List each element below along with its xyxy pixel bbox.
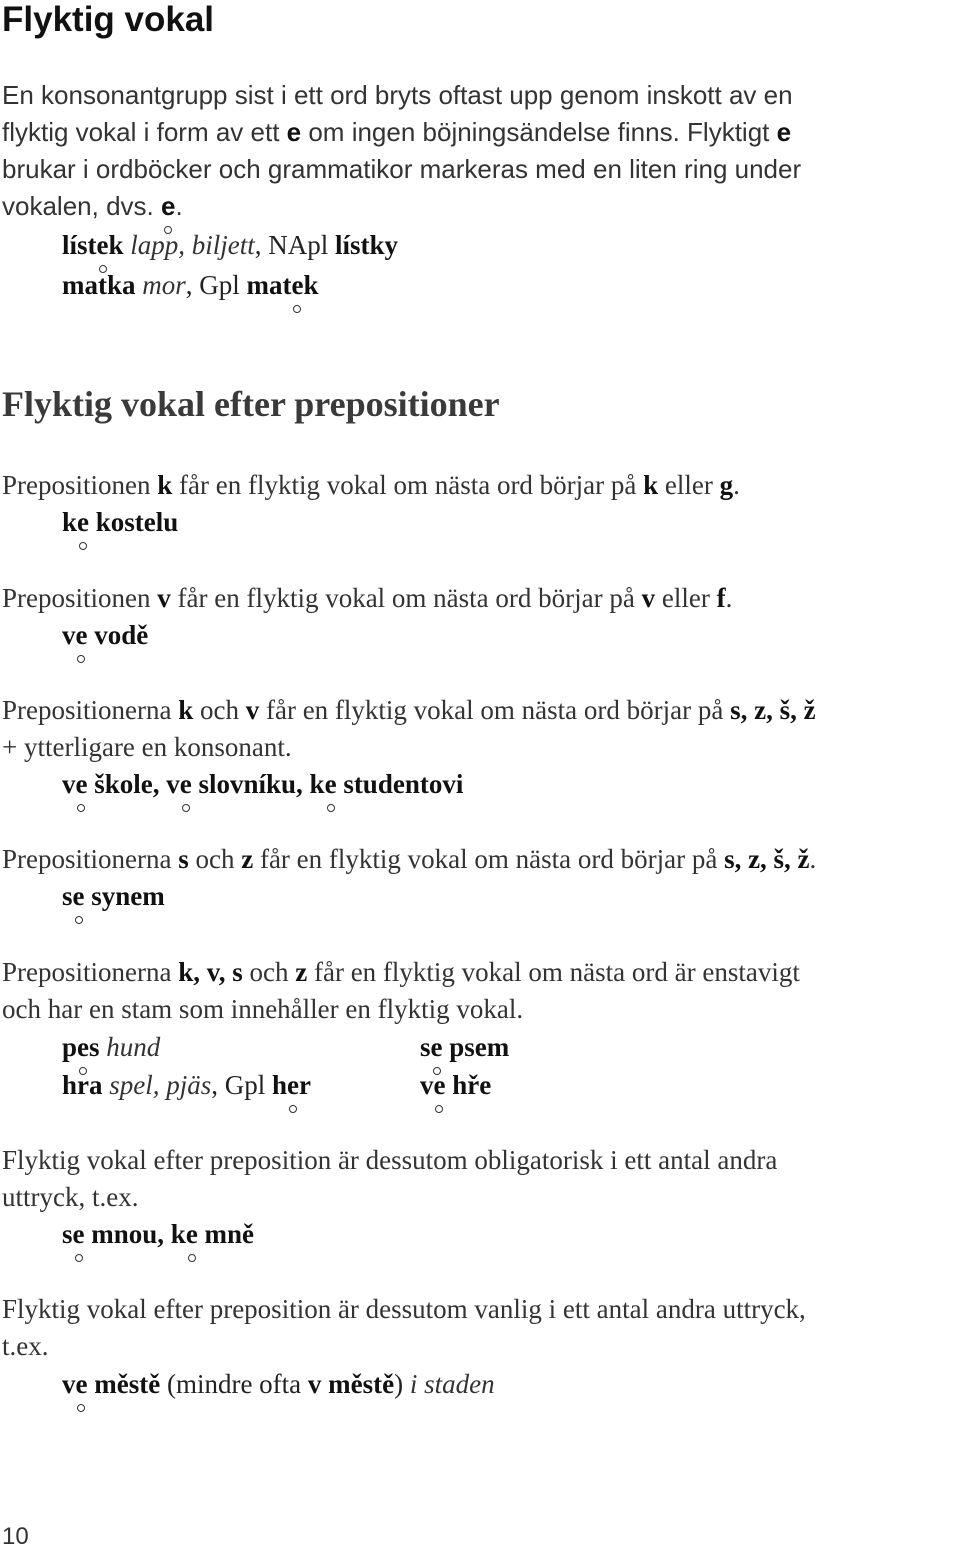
rule-7-line-2: t.ex. — [2, 1331, 49, 1361]
text: Prepositionerna — [2, 957, 179, 987]
text: (mindre ofta — [160, 1369, 308, 1399]
letter: z — [241, 844, 254, 874]
ringed-e: e — [77, 1029, 89, 1066]
ringed-e: e — [97, 227, 109, 264]
word: k — [62, 507, 78, 537]
text: . — [809, 844, 817, 874]
ringed-e: e — [431, 1029, 443, 1066]
intro-line-1 — [2, 77, 793, 114]
word: mnou, — [84, 1219, 171, 1249]
word: p — [62, 1032, 78, 1062]
text: Prepositionen — [2, 470, 158, 500]
word: s — [62, 1219, 73, 1249]
text: , NApl — [254, 230, 336, 260]
text: Prepositionerna — [2, 844, 179, 874]
text: . — [175, 191, 183, 221]
intro-line-3 — [2, 151, 801, 188]
intro-line-2 — [2, 114, 791, 151]
word: k — [309, 769, 325, 799]
text: , Gpl — [211, 1070, 273, 1100]
example-listek — [62, 227, 398, 264]
intro-line-4 — [2, 188, 183, 225]
text: vokalen, dvs. — [2, 191, 161, 221]
rule-5-example-pes — [62, 1029, 160, 1066]
word: k — [303, 270, 319, 300]
word: psem — [442, 1032, 510, 1062]
word: vodě — [87, 620, 149, 650]
text: flyktig vokal i form av ett — [2, 117, 287, 147]
word: studentovi — [336, 769, 464, 799]
letters: s, z, š, ž — [730, 695, 816, 725]
word: městě — [321, 1369, 395, 1399]
letter: g — [719, 470, 734, 500]
text: om ingen böjningsändelse finns. Flyktigt — [301, 117, 777, 147]
rule-4 — [2, 841, 816, 878]
rule-1 — [2, 467, 740, 504]
word: líst — [62, 230, 97, 260]
gloss: hund — [106, 1032, 161, 1062]
ringed-e: e — [434, 1067, 446, 1104]
text: eller — [655, 583, 717, 613]
word: h — [272, 1070, 288, 1100]
text: får en flyktig vokal om nästa ord börjar på — [172, 470, 644, 500]
ringed-e: e — [76, 617, 88, 654]
word: v — [307, 1369, 322, 1399]
text: Prepositionen — [2, 583, 158, 613]
word: lístky — [335, 230, 399, 260]
text: och — [242, 957, 296, 987]
bold-e: e — [286, 117, 302, 147]
text: och — [188, 844, 242, 874]
word: mně — [197, 1219, 255, 1249]
word: synem — [84, 881, 165, 911]
rule-6-example — [62, 1216, 254, 1253]
ringed-e: e — [325, 766, 337, 803]
word: hře — [445, 1070, 492, 1100]
text: eller — [658, 470, 720, 500]
word: slovníku, — [191, 769, 310, 799]
rule-3-example — [62, 766, 463, 803]
word: v — [166, 769, 180, 799]
word: městě — [87, 1369, 161, 1399]
ringed-e: e — [76, 766, 88, 803]
gloss: lapp, biljett — [130, 230, 255, 260]
rule-2-example — [62, 617, 148, 654]
page-title: Flyktig vokal — [2, 0, 215, 39]
gloss: spel, pjäs — [109, 1070, 212, 1100]
letter: k — [643, 470, 659, 500]
text: En konsonantgrupp sist i ett ord bryts oftast upp genom inskott av en — [2, 80, 793, 110]
ringed-e: e — [292, 267, 304, 304]
word: kostelu — [89, 507, 179, 537]
letter: k — [157, 470, 173, 500]
ringed-e: e — [161, 188, 175, 225]
rule-5-line-2: och har en stam som innehåller en flyktig vokal. — [2, 994, 524, 1024]
word: mat — [246, 270, 292, 300]
word: k — [170, 1219, 186, 1249]
rule-5-example-hra — [62, 1067, 311, 1104]
rule-3 — [2, 692, 816, 729]
ringed-e: e — [73, 878, 85, 915]
text: får en flyktig vokal om nästa ord är enstavigt — [307, 957, 800, 987]
letters: k, v, s — [178, 957, 243, 987]
ringed-e: e — [186, 1216, 198, 1253]
letter: k — [178, 695, 194, 725]
ringed-e: e — [73, 1216, 85, 1253]
text: ) — [394, 1369, 410, 1399]
word: škole, — [87, 769, 167, 799]
rule-6: Flyktig vokal efter preposition är dessutom obligatorisk i ett antal andra — [2, 1145, 778, 1175]
letter: z — [295, 957, 308, 987]
text: . — [733, 470, 740, 500]
rule-5-example-se — [420, 1029, 509, 1066]
rule-6-line-2: uttryck, t.ex. — [2, 1182, 139, 1212]
letters: s, z, š, ž — [724, 844, 810, 874]
ringed-e: e — [287, 1067, 299, 1104]
gloss: i staden — [409, 1369, 495, 1399]
rule-1-example — [62, 504, 178, 541]
example-matka — [62, 267, 319, 304]
rule-3-line-2: + ytterligare en konsonant. — [2, 732, 292, 762]
rule-7: Flyktig vokal efter preposition är dessutom vanlig i ett antal andra uttryck, — [2, 1294, 806, 1324]
text: får en flyktig vokal om nästa ord börjar på — [253, 844, 725, 874]
text: , Gpl — [185, 270, 247, 300]
rule-4-example — [62, 878, 165, 915]
ringed-e: e — [180, 766, 192, 803]
letter: v — [157, 583, 171, 613]
word: v — [420, 1070, 434, 1100]
text: . — [725, 583, 733, 613]
letter: f — [716, 583, 726, 613]
text: och — [193, 695, 246, 725]
rule-5-example-ve — [420, 1067, 491, 1104]
word: hra — [62, 1070, 103, 1100]
word: s — [89, 1032, 100, 1062]
word: s — [420, 1032, 431, 1062]
text: får en flyktig vokal om nästa ord börjar på — [259, 695, 731, 725]
word: k — [108, 230, 124, 260]
rule-5 — [2, 954, 800, 991]
text: brukar i ordböcker och grammatikor markeras med en liten ring under — [2, 154, 802, 184]
text: Prepositionerna — [2, 695, 179, 725]
text: får en flyktig vokal om nästa ord börjar på — [170, 583, 642, 613]
bold-e: e — [776, 117, 792, 147]
page-number: 10 — [2, 1523, 29, 1550]
letter: s — [178, 844, 189, 874]
ringed-e: e — [76, 1366, 88, 1403]
word: v — [62, 1369, 76, 1399]
word: v — [62, 620, 76, 650]
word: v — [62, 769, 76, 799]
ringed-e: e — [77, 504, 89, 541]
letter: v — [245, 695, 260, 725]
word: s — [62, 881, 73, 911]
word: matka — [62, 270, 136, 300]
letter: v — [641, 583, 656, 613]
gloss: mor — [142, 270, 186, 300]
section-title: Flyktig vokal efter prepositioner — [2, 384, 500, 424]
rule-2 — [2, 580, 732, 617]
rule-7-example — [62, 1366, 495, 1403]
word: r — [299, 1070, 312, 1100]
